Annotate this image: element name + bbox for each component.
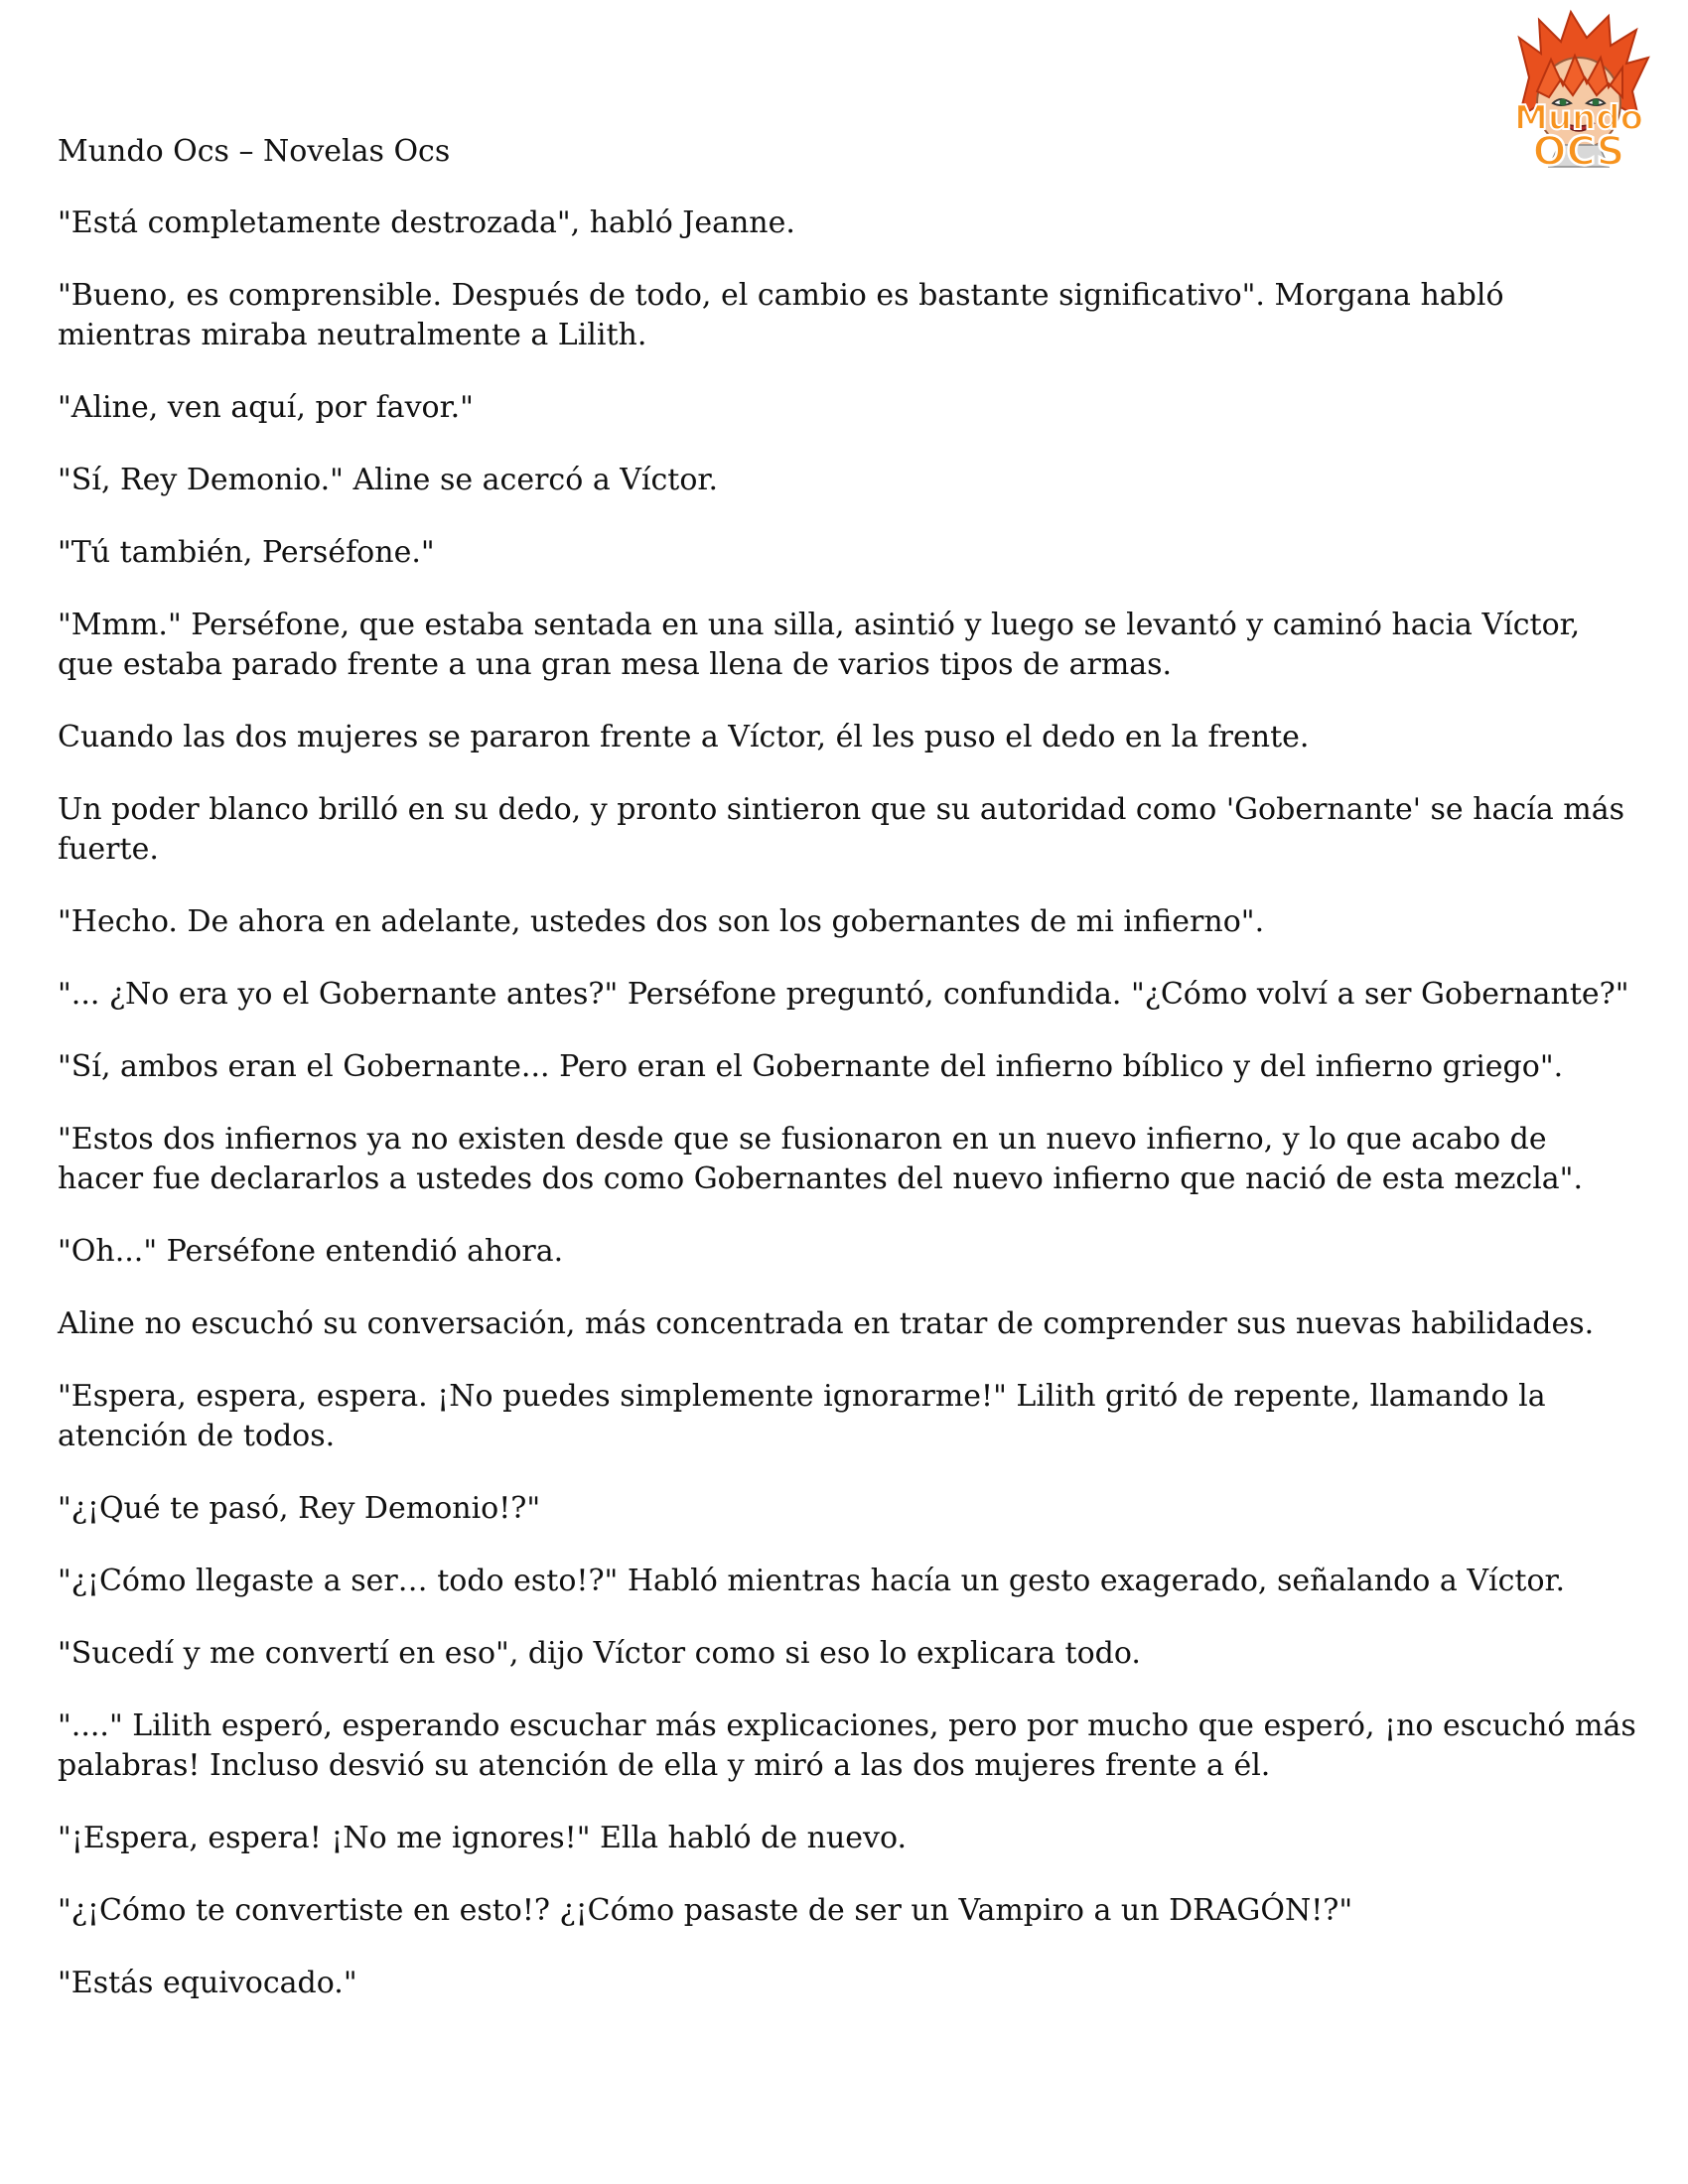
- paragraph: "¿¡Qué te pasó, Rey Demonio!?": [58, 1491, 541, 1526]
- paragraph: "Oh..." Perséfone entendió ahora.: [58, 1234, 564, 1269]
- paragraph: "Sí, ambos eran el Gobernante... Pero eran el Gobernante del infierno bíblico y del infierno griego".: [58, 1049, 1564, 1084]
- paragraph: "¿¡Cómo te convertiste en esto!? ¿¡Cómo pasaste de ser un Vampiro a un DRAGÓN!?": [58, 1893, 1353, 1928]
- paragraph: "Estos dos infiernos ya no existen desde que se fusionaron en un nuevo infierno, y lo que acabo de hacer fue declararlos a ustedes dos como Gobernantes del nuevo infierno que nació de esta mezcla".: [58, 1122, 1584, 1196]
- paragraph: "Espera, espera, espera. ¡No puedes simplemente ignorarme!" Lilith gritó de repente, llamando la atención de todos.: [58, 1379, 1546, 1453]
- paragraph: "Sucedí y me convertí en eso", dijo Víctor como si eso lo explicara todo.: [58, 1636, 1141, 1671]
- paragraph: "Bueno, es comprensible. Después de todo, el cambio es bastante significativo". Morgana habló mientras miraba neutralmente a Lilith.: [58, 278, 1504, 352]
- paragraph: "Sí, Rey Demonio." Aline se acercó a Víctor.: [58, 463, 718, 497]
- paragraph: "¿¡Cómo llegaste a ser… todo esto!?" Habló mientras hacía un gesto exagerado, señalando a Víctor.: [58, 1564, 1566, 1598]
- paragraph: "¡Espera, espera! ¡No me ignores!" Ella habló de nuevo.: [58, 1821, 908, 1855]
- paragraph: "Estás equivocado.": [58, 1966, 357, 2000]
- paragraph: Cuando las dos mujeres se pararon frente a Víctor, él les puso el dedo en la frente.: [58, 720, 1310, 754]
- paragraph: Aline no escuchó su conversación, más concentrada en tratar de comprender sus nuevas habilidades.: [58, 1306, 1595, 1341]
- paragraph: Un poder blanco brilló en su dedo, y pronto sintieron que su autoridad como 'Gobernante' se hacía más fuerte.: [58, 792, 1624, 867]
- paragraph: "Mmm." Perséfone, que estaba sentada en una silla, asintió y luego se levantó y caminó hacia Víctor, que estaba parado frente a una gran mesa llena de varios tipos de armas.: [58, 608, 1581, 682]
- document-header: Mundo Ocs – Novelas Ocs: [58, 134, 451, 169]
- paragraph: "... ¿No era yo el Gobernante antes?" Perséfone preguntó, confundida. "¿Cómo volví a ser Gobernante?": [58, 977, 1629, 1012]
- document-body: [58, 204, 1636, 2036]
- mundo-ocs-logo-icon: [1489, 8, 1668, 179]
- paragraph: "Aline, ven aquí, por favor.": [58, 390, 474, 425]
- paragraph: "...." Lilith esperó, esperando escuchar más explicaciones, pero por mucho que esperó, ¡no escuchó más palabras! Incluso desvió su atención de ella y miró a las dos mujeres frente a él.: [58, 1708, 1636, 1783]
- paragraph: "Hecho. De ahora en adelante, ustedes dos son los gobernantes de mi infierno".: [58, 904, 1265, 939]
- paragraph: "Tú también, Perséfone.": [58, 535, 435, 570]
- paragraph: "Está completamente destrozada", habló Jeanne.: [58, 205, 795, 240]
- logo-text-bottom: OCS: [1532, 129, 1625, 175]
- mundo-ocs-logo: [1489, 8, 1668, 179]
- logo-text-top: Mundo: [1514, 98, 1643, 138]
